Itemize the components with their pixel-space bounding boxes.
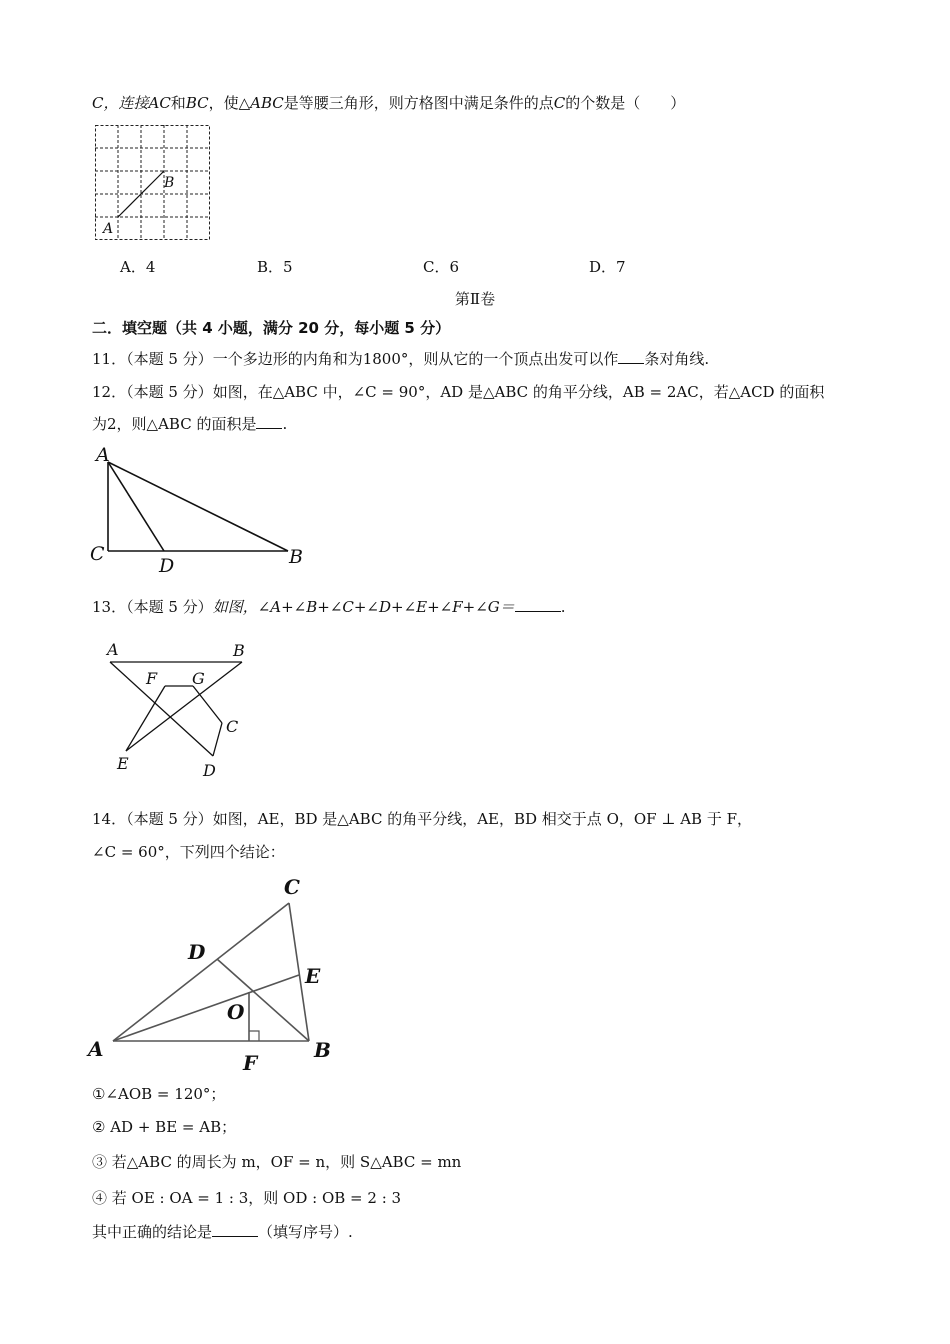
q10-grid-figure: [95, 125, 211, 241]
q12-triangle-figure: [88, 444, 318, 579]
q12-answer-blank[interactable]: [256, 414, 282, 429]
label-a: A: [88, 1037, 104, 1061]
q13-answer-blank[interactable]: [515, 597, 561, 612]
q11-answer-blank[interactable]: [618, 349, 644, 364]
label-f: F: [146, 669, 158, 688]
volume-title: 第Ⅱ卷: [454, 290, 496, 308]
option-b[interactable]: B．5: [257, 258, 293, 276]
label-e: E: [305, 964, 321, 988]
option-c[interactable]: C．6: [423, 258, 460, 276]
grid-label-b: B: [164, 175, 175, 191]
label-b: B: [289, 546, 303, 568]
q12-line1: 12．（本题 5 分）如图，在△ABC 中，∠C = 90°，AD 是△ABC 的角平分线，AB = 2AC，若△ACD 的面积: [92, 383, 825, 401]
label-a: A: [96, 444, 110, 466]
grid-label-a: A: [103, 221, 114, 237]
label-c: C: [90, 543, 105, 565]
label-d: D: [188, 940, 206, 964]
q14-final: 其中正确的结论是 （填写序号）.: [92, 1223, 353, 1241]
label-a: A: [107, 640, 119, 659]
right-angle-mark: [249, 1031, 259, 1041]
conclusion-3: ③ 若△ABC 的周长为 m，OF = n，则 S△ABC = mn: [92, 1153, 462, 1171]
q13: 13．（本题 5 分）如图，∠A+∠B+∠C+∠D+∠E+∠F+∠G＝ .: [92, 598, 566, 616]
q11: 11．（本题 5 分）一个多边形的内角和为1800°，则从它的一个顶点出发可以作 条对角线.: [92, 350, 710, 368]
q14-line2: ∠C = 60°，下列四个结论：: [92, 843, 285, 861]
q12-line2: 为2，则△ABC 的面积是 .: [92, 415, 288, 433]
label-c: C: [284, 875, 300, 899]
label-f: F: [243, 1051, 258, 1075]
q14-answer-blank[interactable]: [212, 1222, 258, 1237]
side-ac: [113, 903, 289, 1041]
section-two-title: 二．填空题（共 4 小题，满分 20 分，每小题 5 分）: [92, 319, 451, 337]
q14-line1: 14．（本题 5 分）如图，AE，BD 是△ABC 的角平分线，AE，BD 相交于点 O，OF ⊥ AB 于 F，: [92, 810, 753, 828]
q14-triangle-figure: [88, 872, 348, 1077]
conclusion-1: ①∠AOB = 120°；: [92, 1085, 226, 1103]
label-b: B: [233, 641, 245, 660]
conclusion-4: ④ 若 OE : OA = 1 : 3，则 OD : OB = 2 : 3: [92, 1189, 402, 1207]
side-ab: [108, 462, 288, 551]
label-d: D: [203, 761, 216, 780]
label-c: C: [226, 717, 239, 736]
option-a[interactable]: A．4: [120, 258, 156, 276]
label-b: B: [314, 1038, 331, 1062]
label-o: O: [227, 1000, 245, 1024]
q10-text: C，连接AC和BC，使△ABC是等腰三角形，则方格图中满足条件的点C的个数是（ ）: [92, 94, 686, 112]
label-d: D: [159, 555, 175, 577]
option-d[interactable]: D．7: [589, 258, 626, 276]
label-g: G: [192, 669, 205, 688]
label-e: E: [117, 754, 129, 773]
q13-star-figure: [100, 636, 260, 786]
conclusion-2: ② AD + BE = AB；: [92, 1118, 237, 1136]
